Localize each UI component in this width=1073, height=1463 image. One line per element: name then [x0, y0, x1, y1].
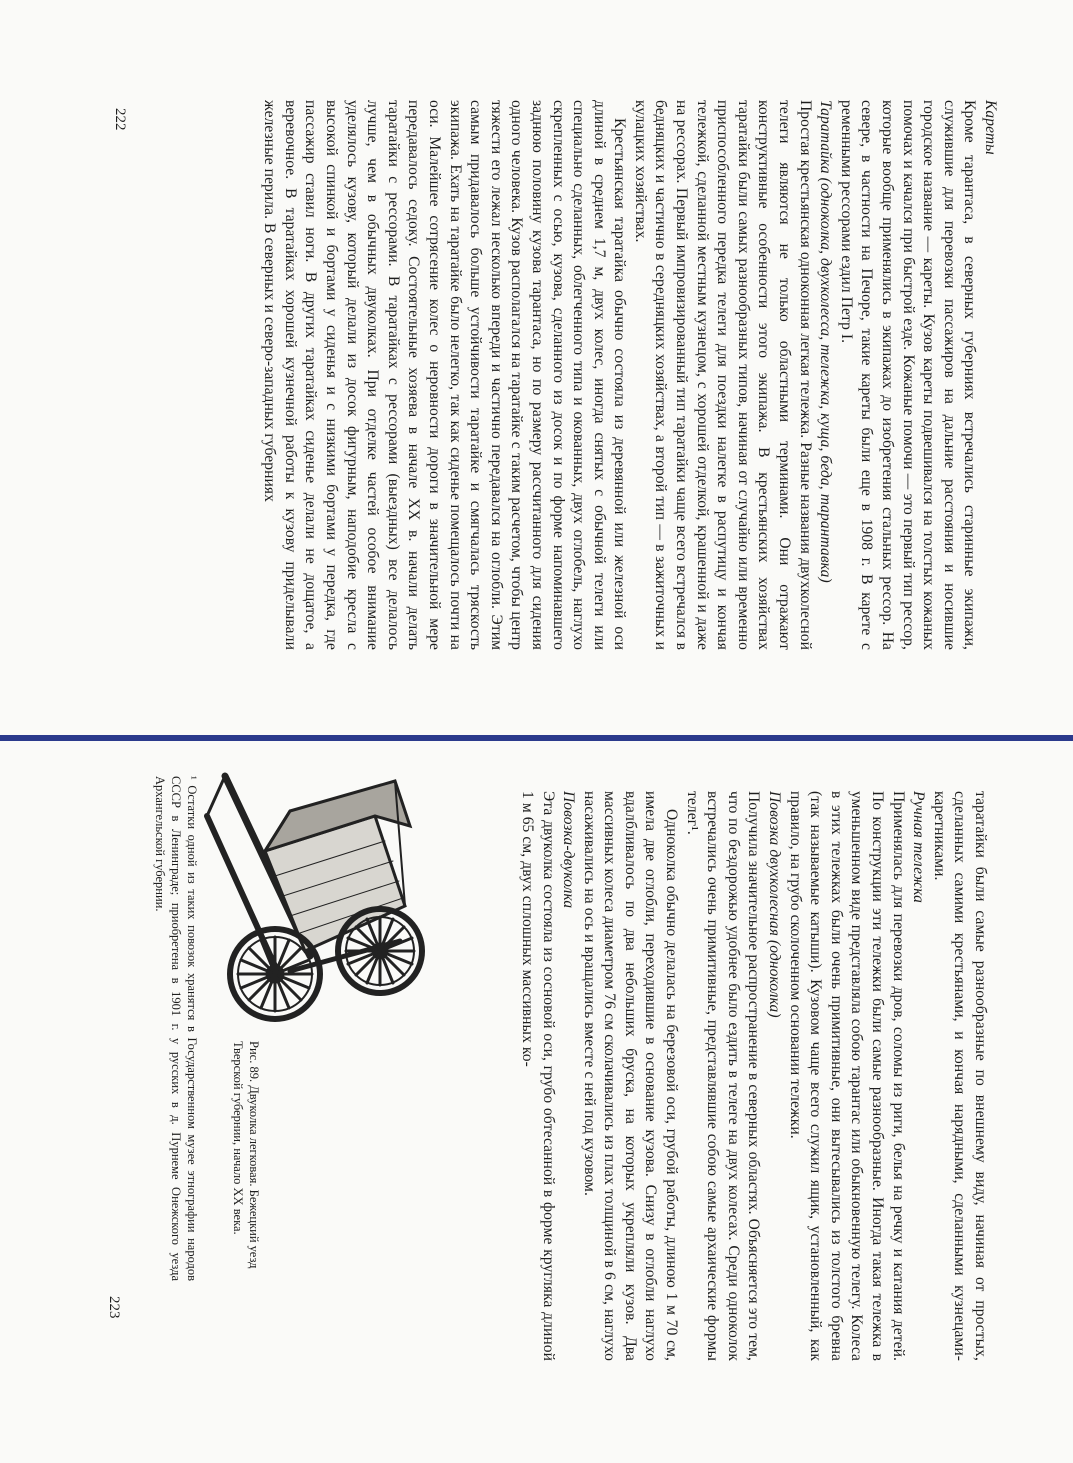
page-number: 223	[106, 1296, 122, 1319]
page-number: 222	[112, 108, 128, 131]
paragraph: Простая крестьянская одноконная легкая тележка. Разные названия двухколесной телеги являются не только областными терминами. Они отражают конструктивные особенности этого экипажа. В крестьянских хозяйствах таратайки были самых разнообразных типов, начиная от случайно или временно приспособленного передка телеги для поездки налегке в распутицу и кончая тележкой, сделанной местным кузнецом, с хорошей отделкой, крашенной и даже на рессорах. Первый импровизированный тип таратайки чаще всего встречался в бедняцких и частично в середняцких хозяйствах, а второй тип — в зажиточных и кулацких хозяйствах.	[631, 100, 814, 650]
section-heading-karety: Кареты	[982, 100, 999, 155]
two-wheeled-cart-illustration	[195, 756, 425, 1026]
paragraph: Одноколка обычно делалась на березовой оси, грубой работы, длиною 1 м 70 см, имела две оглобли, переходившие в основание кузова. Снизу в оглобли наглухо вдалбливалось по два небольших бруска, на которых укрепляли кузов. Два массивных колеса диаметром 76 см сколачивались из плах толщиной в 6 см, наглухо насаживались на ось и вращались вместе с ней под кузовом.	[580, 791, 681, 1361]
page-222-text	[155, 100, 1000, 650]
paragraph: таратайки были самые разнообразные по внешнему виду, начиная от простых, сделанных самими крестьянами, и кончая нарядными, сделанными кузнецами-каретниками.	[930, 791, 989, 1361]
section-heading-taratayka: Таратайка (одноколка, двухколесса, тележка, куща, беда, тарантавка)	[817, 100, 835, 583]
paragraph: Крестьянская таратайка обычно состояла из деревянной или железной оси длиной в среднем 1,7 м, двух колес, иногда снятых с обычной телеги или специально сделанных, облегченного типа и окованных, двух оглобель, наглухо скрепленных с осью, кузова, сделанного из досок и по форме напоминавшего заднюю половину кузова тарантаса, но по размеру рассчитанного для сидения одного человека. Кузов располагался на таратайке с таким расчетом, чтобы центр тяжести его лежал несколько впереди и частично передавался на оглобли. Этим самым придавалось больше устойчивости таратайке и смягчалась тряскость экипажа. Ехать на таратайке было нелегко, так как сиденье помещалось почти на оси. Малейшее сотрясение колес о неровности дороги в значительной мере передавалось седоку. Состоятельные хозяева в начале XX в. начали делать таратайки с рессорами. В таратайках с рессорами (выездных) все делалось лучше, чем в обычных двуколках. При отделке частей особое внимание уделялось кузову, который делали из досок фигурным, наподобие кресла с высокой спинкой и бортами у сиденья и с низкими бортами у передка, где пассажир ставил ноги. В других таратайках сиденье делали не дощатое, а веревочное. В таратайках хорошей кузнечной работы к кузову приделывали железные перила. В северных и северо-западных губерниях	[261, 100, 629, 650]
section-heading-ruchnaya: Ручная тележка	[910, 791, 928, 904]
page-223-text	[440, 791, 990, 1361]
section-heading-dvukolka: Повозка-двуколка	[560, 791, 578, 909]
figure-caption: Рис. 89. Двуколка легковая. Бежецкий уезд Тверской губернии, начало XX века.	[231, 1041, 261, 1269]
paragraph: Кроме тарантаса, в северных губерниях встречались старинные экипажи, служившие для перевозки пассажиров на дальние расстояния и носившие городское название — кареты. Кузов кареты подвешивался на толстых кожаных помочах и качался при быстрой езде. Кожаные помочи — это первый тип рессор, которые вообще применялись в экипажах до изобретения стальных рессор. На севере, в частности на Печоре, такие кареты были еще в 1908 г. В карете с ременными рессорами ездил Петр I.	[837, 100, 979, 650]
paragraph: Применялась для перевозки дров, соломы из риги, белья на речку и катания детей. По конструкции эти тележки были самые разнообразные. Иногда такая тележка в уменьшенном виде представляла собою тарантас или обыкновенную телегу. Колеса в этих тележках были очень примитивные, они вытесывались из толстого бревна (так называемые катыши). Кузовом чаще всего служил ящик, установленный, как правило, на грубо сколоченном основании тележки.	[786, 791, 907, 1361]
footnote: ¹ Остатки одной из таких повозок хранятся в Государственном музее этнографии народов СССР в Ленинграде; приобретена в 1901 г. у русских в д. Пурнеме Онежского уезда Архангельской губернии.	[153, 776, 199, 1281]
page-223	[0, 741, 1073, 1463]
paragraph: Получила значительное распространение в северных областях. Объясняется это тем, что по бездорожью удобнее было ездить в телеге на двух колесах. Среди одноколок встречались очень примитивные, представлявшие собою самые архаические формы телег¹.	[683, 791, 763, 1361]
section-heading-povozka: Повозка двухколесная (одноколка)	[766, 791, 784, 1018]
paragraph: Эта двуколка состояла из сосновой оси, грубо обтесанной в форме кругляка длиной 1 м 65 см, двух сплошных массивных ко-	[518, 791, 557, 1361]
